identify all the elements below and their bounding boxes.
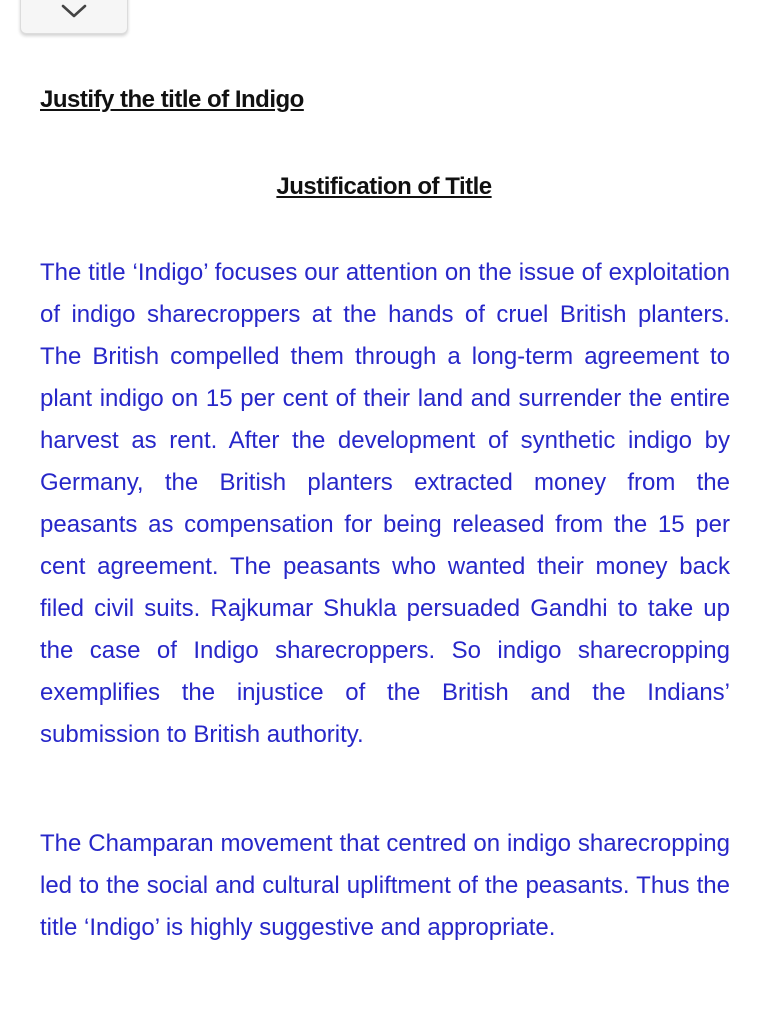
question-heading: Justify the title of Indigo <box>40 86 304 113</box>
chevron-down-icon <box>60 2 88 20</box>
section-title: Justification of Title <box>276 173 492 200</box>
collapse-button[interactable] <box>20 0 128 34</box>
answer-paragraph-1: The title ‘Indigo’ focuses our attention on the issue of exploitation of indigo sharecroppers at the hands of cruel British planters. The British compelled them through a long-term agreement to plant indigo on 15 per cent of their land and surrender the entire harvest as rent. After the development of synthetic indigo by Germany, the British planters extracted money from the peasants as compensation for being released from the 15 per cent agreement. The peasants who wanted their money back filed civil suits. Rajkumar Shukla persuaded Gandhi to take up the case of Indigo sharecroppers. So indigo sharecropping exemplifies the injustice of the British and the Indians’ submission to British authority. <box>40 259 730 748</box>
answer-paragraph-2: The Champaran movement that centred on indigo sharecropping led to the social and cultural upliftment of the peasants. Thus the title ‘Indigo’ is highly suggestive and appropriate. <box>40 830 730 941</box>
